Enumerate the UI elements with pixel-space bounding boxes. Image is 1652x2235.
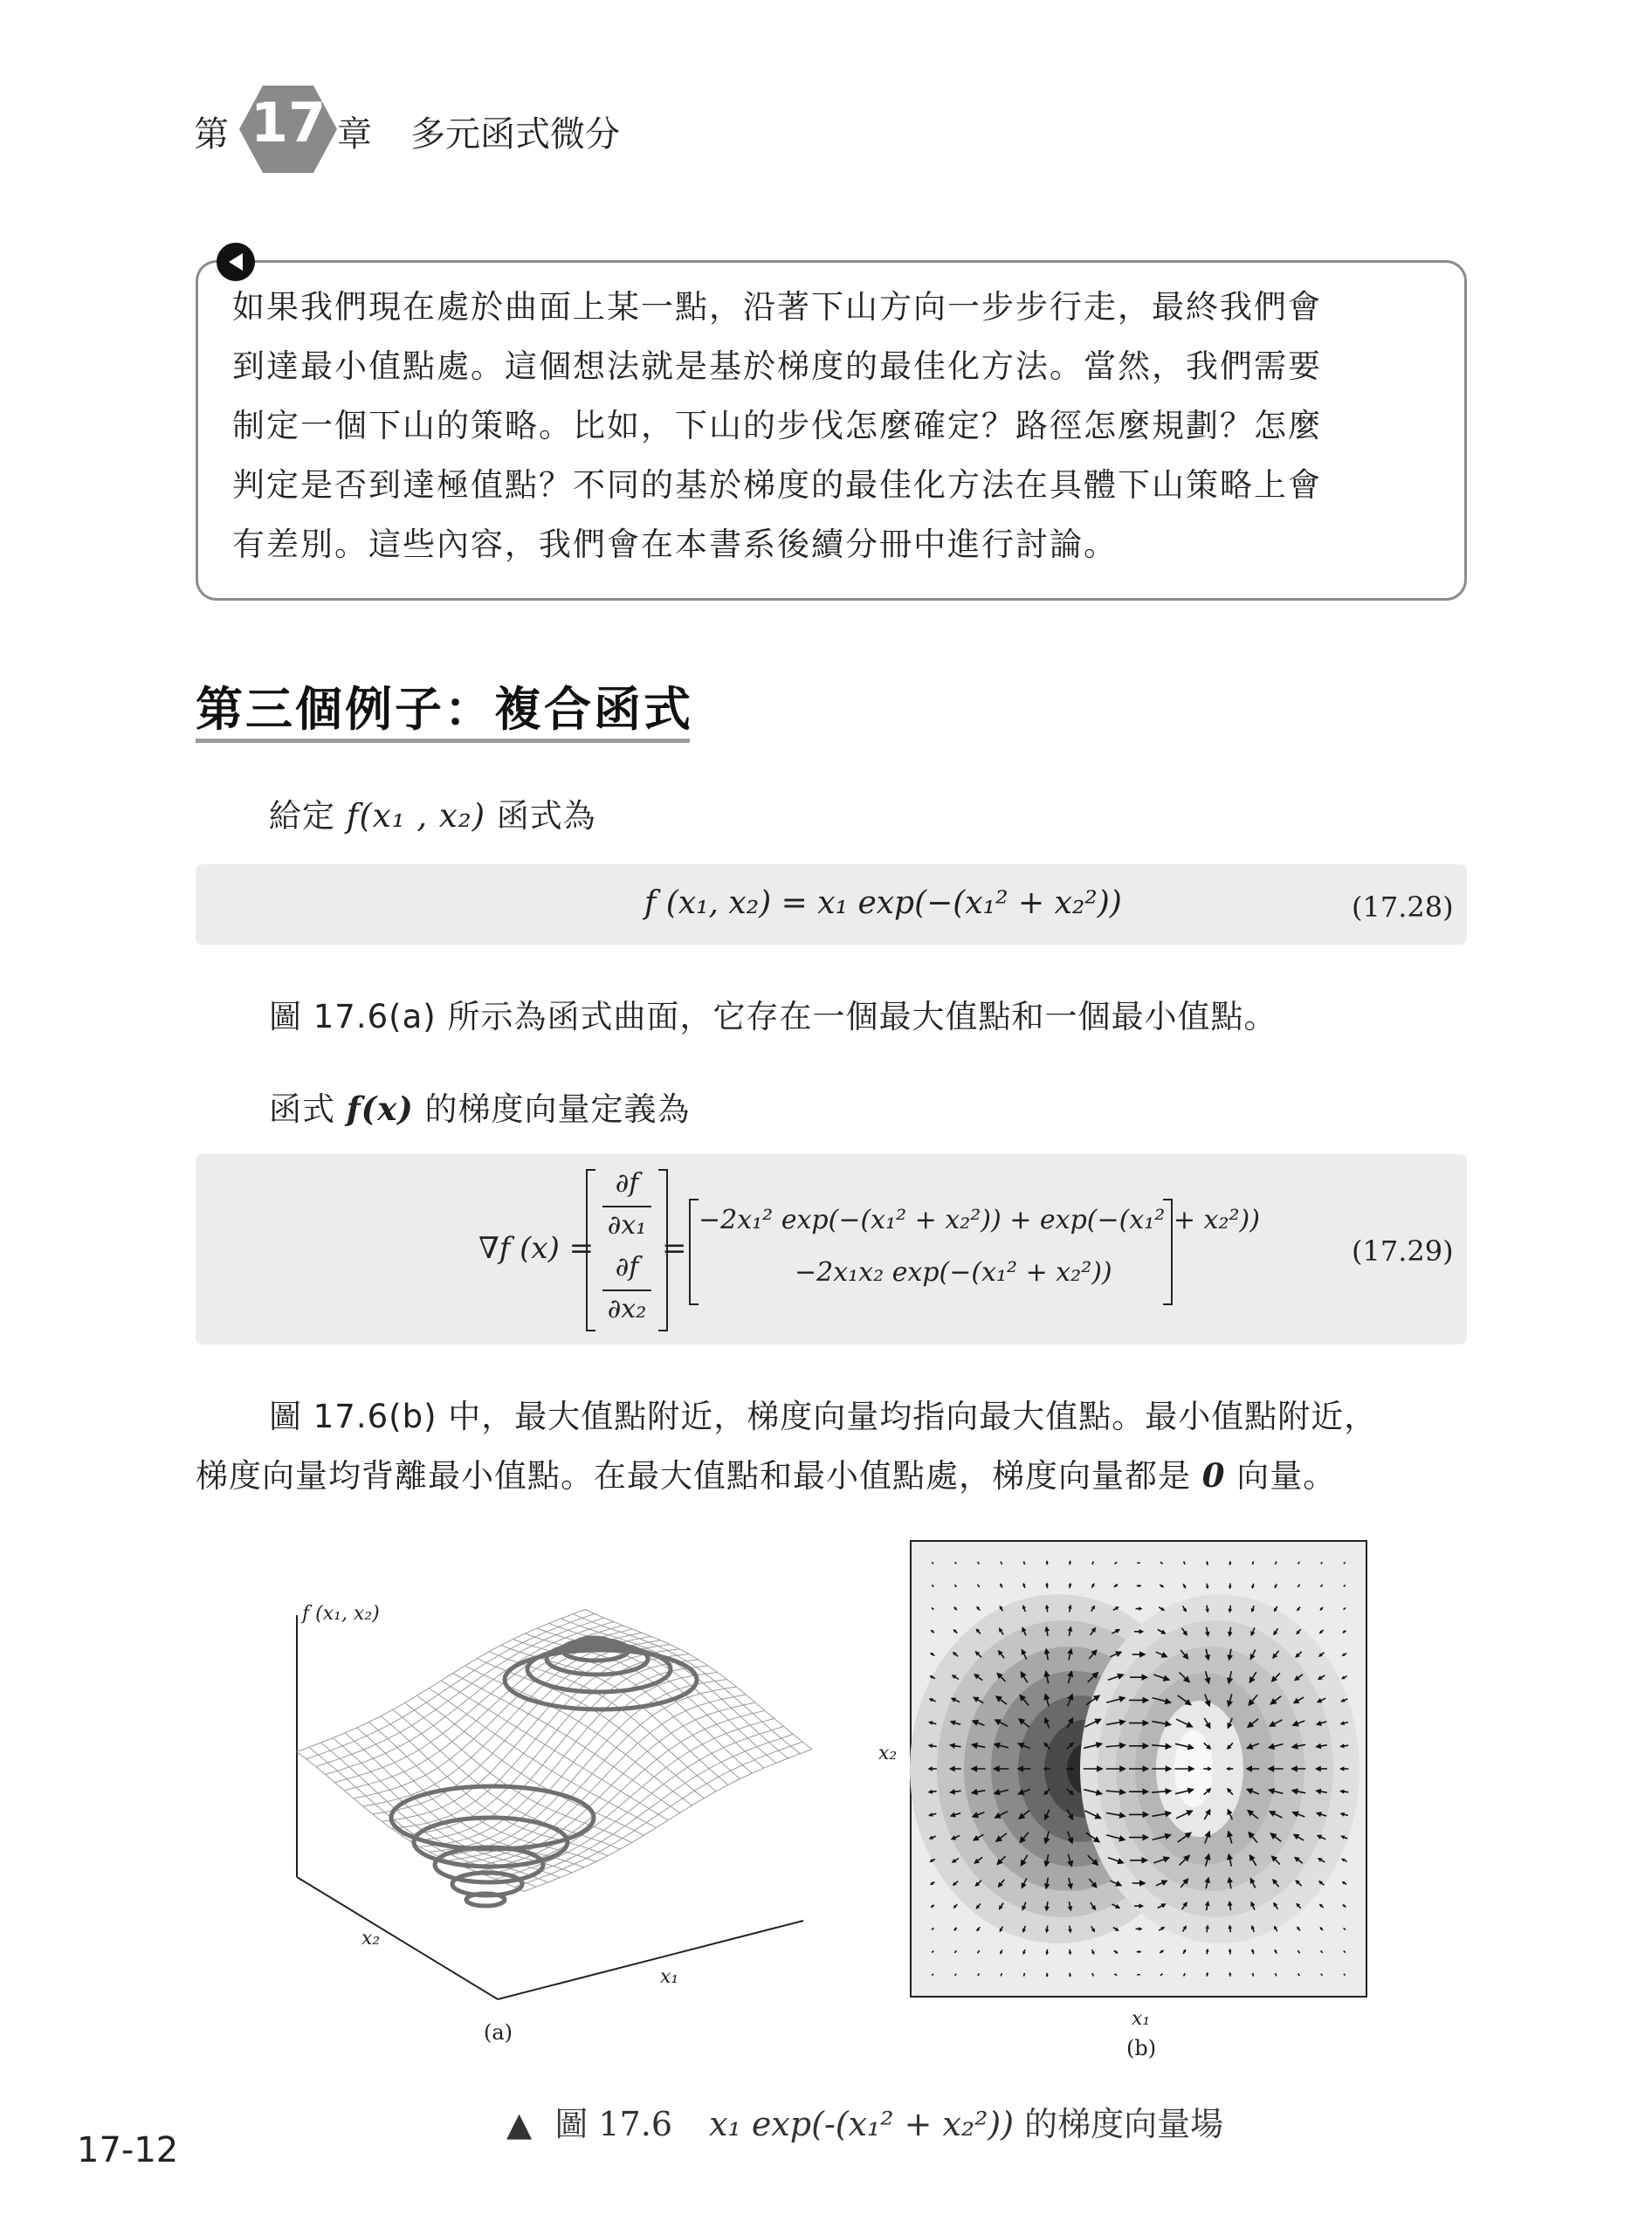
figure-caption: ▲ 圖 17.6 x₁ exp(-(x₁² + x₂²)) 的梯度向量場 [506,2105,1224,2143]
caption-formula: x₁ exp(-(x₁² + x₂²)) [709,2105,1015,2143]
gradient-arrow [1024,1561,1025,1564]
gradient-arrowhead [954,1929,956,1930]
gradient-arrowhead [1139,1951,1141,1953]
figure-a-surface-plot [262,1589,821,2043]
section-rule [196,739,690,743]
zero-vector-symbol: 0 [1201,1456,1226,1495]
chapter-title: 多元函式微分 [410,114,620,155]
equation-number: (17.29) [1352,1234,1454,1268]
note-line: 制定一個下山的策略。比如，下山的步伐怎麼確定？路徑怎麼規劃？怎麼 [232,407,1322,444]
figure-b-x2-label: x₂ [878,1743,898,1764]
wireframe-line [333,1738,560,1878]
gradient-row-1: −2x₁² exp(−(x₁² + x₂²)) + exp(−(x₁² + x₂²)) [699,1205,1260,1235]
equals-sign: = [662,1231,687,1266]
chapter-number: 17 [250,91,327,155]
inline-function: f(x₁ , x₂) [346,797,486,835]
gradient-arrowhead [1229,1973,1231,1975]
gradient-arrowhead [1343,1905,1345,1907]
gradient-arrowhead [932,1906,933,1908]
note-line: 有差別。這些內容，我們會在本書系後續分冊中進行討論。 [232,526,1118,563]
figure-a-z-label: f (x₁, x₂) [302,1603,380,1625]
paragraph-given: 給定 f(x₁ , x₂) 函式為 [269,797,596,835]
paragraph-figure-a: 圖 17.6(a) 所示為函式曲面，它存在一個最大值點和一個最小值點。 [269,998,1277,1035]
section-title: 第三個例子：複合函式 [196,682,693,737]
equation-number: (17.28) [1352,891,1454,924]
wireframe-line [477,1659,704,1798]
partial-bot-num: ∂f [615,1252,639,1283]
gradient-arrowhead [1320,1608,1322,1610]
chapter-suffix: 章 [337,114,372,155]
note-line: 如果我們現在處於曲面上某一點，沿著下山方向一步步行走，最終我們會 [232,288,1322,326]
partial-top-den: ∂x₁ [607,1210,647,1241]
paragraph-figure-b-line1: 圖 17.6(b) 中，最大值點附近，梯度向量均指向最大值點。最小值點附近， [269,1398,1378,1435]
figure-a-caption: (a) [484,2020,513,2045]
gradient-arrow [1024,1973,1025,1977]
wireframe-line [524,1750,812,1892]
caption-triangle-icon: ▲ [506,2105,533,2143]
wireframe-line [458,1695,746,1865]
gradient-arrow [1253,1561,1254,1564]
chapter-prefix: 第 [194,114,229,155]
paragraph-gradient-def: 函式 f(x) 的梯度向量定義為 [269,1090,691,1128]
gradient-arrowhead [1343,1631,1345,1633]
paragraph-figure-b-line2: 梯度向量均背離最小值點。在最大值點和最小值點處，梯度向量都是 0 向量。 [196,1456,1337,1495]
equation-lhs: ∇f (x) = [478,1231,595,1266]
gradient-arrowhead [1229,1564,1231,1565]
equation-17-28: f (x₁, x₂) = x₁ exp(−(x₁² + x₂²)) [644,885,1122,921]
wireframe-line [405,1702,632,1842]
gradient-arrowhead [1320,1928,1322,1929]
figure-b-vector-field [910,1540,1367,1998]
figure-b-x1-label: x₁ [1132,2008,1151,2030]
gradient-arrowhead [1046,1561,1048,1563]
inline-function: f(x) [346,1090,414,1128]
gradient-arrowhead [932,1631,933,1633]
gradient-arrowhead [1139,1585,1141,1587]
figure-a-x2-label: x₂ [361,1928,381,1950]
gradient-arrow [1253,1973,1254,1977]
gradient-arrowhead [1046,1975,1048,1977]
partial-bot-den: ∂x₂ [607,1294,647,1324]
figure-b-caption: (b) [1126,2036,1157,2060]
gradient-arrowhead [954,1607,956,1609]
figure-a-x1-label: x₁ [660,1966,679,1988]
note-arrow-icon [217,243,255,281]
note-text [232,278,1446,574]
note-line: 判定是否到達極值點？不同的基於梯度的最佳化方法在具體下山策略上會 [232,466,1322,504]
note-line: 到達最小值點處。這個想法就是基於梯度的最佳化方法。當然，我們需要 [232,347,1322,385]
page-number: 17-12 [77,2130,179,2170]
partial-top-num: ∂f [615,1168,639,1199]
gradient-row-2: −2x₁x₂ exp(−(x₁² + x₂²)) [795,1257,1112,1288]
